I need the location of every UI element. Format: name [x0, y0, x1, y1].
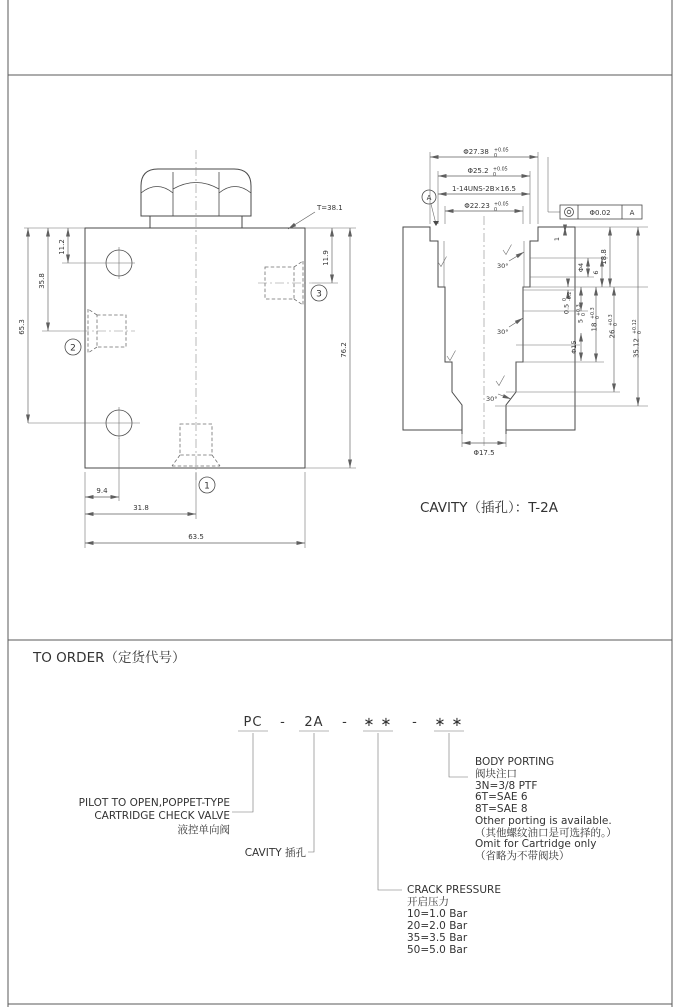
svg-text:0: 0 — [494, 208, 498, 213]
svg-text:18: 18 — [590, 322, 599, 332]
front-dims-right — [288, 204, 356, 468]
svg-text:（其他螺纹油口是可选择的。）: （其他螺纹油口是可选择的。） — [475, 827, 617, 839]
svg-text:0: 0 — [493, 173, 497, 178]
cartridge-description — [79, 797, 230, 836]
svg-text:+0.12: +0.12 — [633, 319, 638, 334]
svg-text:Omit for Cartridge only: Omit for Cartridge only — [475, 838, 597, 850]
code-body-porting: ∗ ∗ — [434, 715, 464, 730]
svg-text:+0.3: +0.3 — [577, 304, 582, 316]
svg-text:2: 2 — [70, 343, 76, 354]
svg-text:11.9: 11.9 — [322, 250, 330, 266]
svg-text:0: 0 — [596, 315, 601, 319]
svg-text:5: 5 — [576, 318, 585, 324]
svg-text:35=3.5 Bar: 35=3.5 Bar — [407, 932, 468, 944]
svg-text:26: 26 — [608, 329, 617, 339]
concentricity-icon — [565, 208, 574, 217]
svg-text:Φ22.23: Φ22.23 — [464, 202, 490, 210]
svg-text:0: 0 — [614, 322, 619, 326]
cavity-dims-top — [430, 148, 538, 225]
svg-text:63.5: 63.5 — [188, 533, 204, 541]
svg-text:18.8: 18.8 — [600, 249, 608, 265]
svg-text:3: 3 — [316, 289, 322, 300]
thread-spec: 1-14UNS-2B×16.5 — [452, 185, 516, 193]
svg-text:A: A — [426, 194, 432, 202]
svg-text:A: A — [629, 209, 635, 217]
mounting-hole-bottom — [28, 407, 140, 439]
code-prefix: PC — [243, 715, 263, 730]
svg-text:30°: 30° — [497, 262, 509, 270]
to-order-title: TO ORDER（定货代号） — [33, 650, 186, 666]
port-number-2 — [65, 339, 81, 355]
svg-text:Φ4: Φ4 — [577, 262, 585, 273]
svg-text:0: 0 — [494, 154, 498, 159]
svg-text:-: - — [412, 715, 418, 730]
svg-text:30°: 30° — [486, 395, 498, 403]
svg-text:76.2: 76.2 — [340, 342, 348, 358]
port-number-3 — [311, 285, 327, 301]
svg-text:65.3: 65.3 — [18, 319, 26, 335]
svg-text:Φ17.5: Φ17.5 — [473, 449, 495, 457]
order-code — [238, 715, 464, 731]
front-dims-bottom — [85, 438, 305, 548]
front-dims-left — [18, 228, 103, 423]
concentricity-frame — [548, 157, 642, 219]
valve-body-outline — [85, 228, 305, 468]
port-number-1 — [199, 477, 215, 493]
svg-text:20=2.0 Bar: 20=2.0 Bar — [407, 920, 468, 932]
svg-text:0: 0 — [582, 312, 587, 316]
cavity-dims-right — [495, 227, 648, 406]
svg-text:8T=SAE 8: 8T=SAE 8 — [475, 803, 528, 815]
svg-text:10=1.0 Bar: 10=1.0 Bar — [407, 908, 468, 920]
order-code-connectors — [232, 733, 468, 890]
to-order-section — [32, 649, 617, 956]
svg-text:35.12: 35.12 — [632, 337, 641, 359]
svg-text:CARTRIDGE CHECK VALVE: CARTRIDGE CHECK VALVE — [94, 810, 230, 822]
svg-text:Φ15: Φ15 — [570, 340, 578, 354]
svg-text:31.8: 31.8 — [133, 504, 149, 512]
svg-text:30°: 30° — [497, 328, 509, 336]
svg-text:+0.05: +0.05 — [494, 148, 509, 154]
svg-text:+0.05: +0.05 — [494, 202, 509, 208]
front-view — [18, 150, 356, 548]
svg-text:PILOT TO OPEN,POPPET-TYPE: PILOT TO OPEN,POPPET-TYPE — [78, 797, 230, 809]
page-frame — [8, 0, 672, 1007]
port-3-hidden — [258, 261, 312, 305]
datum-a-symbol — [422, 190, 439, 226]
svg-text:35.8: 35.8 — [38, 273, 46, 289]
svg-text:6: 6 — [592, 270, 600, 275]
svg-text:开启压力: 开启压力 — [407, 896, 449, 908]
cavity-code-label: CAVITY 插孔 — [244, 847, 306, 859]
svg-text:6T=SAE 6: 6T=SAE 6 — [475, 791, 528, 803]
cavity-caption: CAVITY（插孔）：T-2A — [420, 500, 558, 516]
svg-text:1: 1 — [553, 236, 561, 242]
svg-text:50=5.0 Bar: 50=5.0 Bar — [407, 944, 468, 956]
svg-text:-: - — [342, 715, 348, 730]
thickness-label: T=38.1 — [317, 204, 343, 212]
svg-text:Φ0.02: Φ0.02 — [589, 209, 611, 217]
crack-pressure-options — [407, 884, 501, 956]
port-2-hidden — [80, 309, 135, 353]
svg-text:液控单向阀: 液控单向阀 — [177, 824, 230, 836]
body-porting-options — [475, 756, 617, 862]
svg-text:-: - — [280, 715, 286, 730]
svg-text:阀块注口: 阀块注口 — [475, 768, 517, 780]
svg-text:Φ25.2: Φ25.2 — [467, 167, 489, 175]
svg-text:BODY PORTING: BODY PORTING — [475, 756, 555, 768]
cavity-view — [403, 148, 648, 517]
angle-callouts — [438, 245, 524, 404]
svg-text:9.4: 9.4 — [96, 487, 108, 495]
svg-text:+0.3: +0.3 — [591, 307, 596, 319]
svg-text:CRACK PRESSURE: CRACK PRESSURE — [407, 884, 501, 896]
svg-text:-0.2: -0.2 — [568, 291, 573, 301]
code-crack-pressure: ∗ ∗ — [363, 715, 393, 730]
svg-text:0: 0 — [563, 297, 568, 301]
svg-text:+0.05: +0.05 — [493, 167, 508, 173]
svg-text:0.5: 0.5 — [562, 303, 571, 315]
svg-text:Φ27.38: Φ27.38 — [463, 148, 489, 156]
svg-text:1: 1 — [204, 481, 210, 492]
svg-text:（省略为不带阀块）: （省略为不带阀块） — [475, 850, 570, 862]
mounting-hole-top — [103, 247, 135, 279]
svg-text:11.2: 11.2 — [58, 239, 66, 255]
svg-text:+0.3: +0.3 — [609, 314, 614, 326]
code-cavity: 2A — [304, 715, 324, 730]
svg-text:0: 0 — [638, 330, 643, 334]
svg-text:Other porting is available.: Other porting is available. — [475, 815, 612, 827]
svg-text:3N=3/8 PTF: 3N=3/8 PTF — [475, 780, 538, 792]
